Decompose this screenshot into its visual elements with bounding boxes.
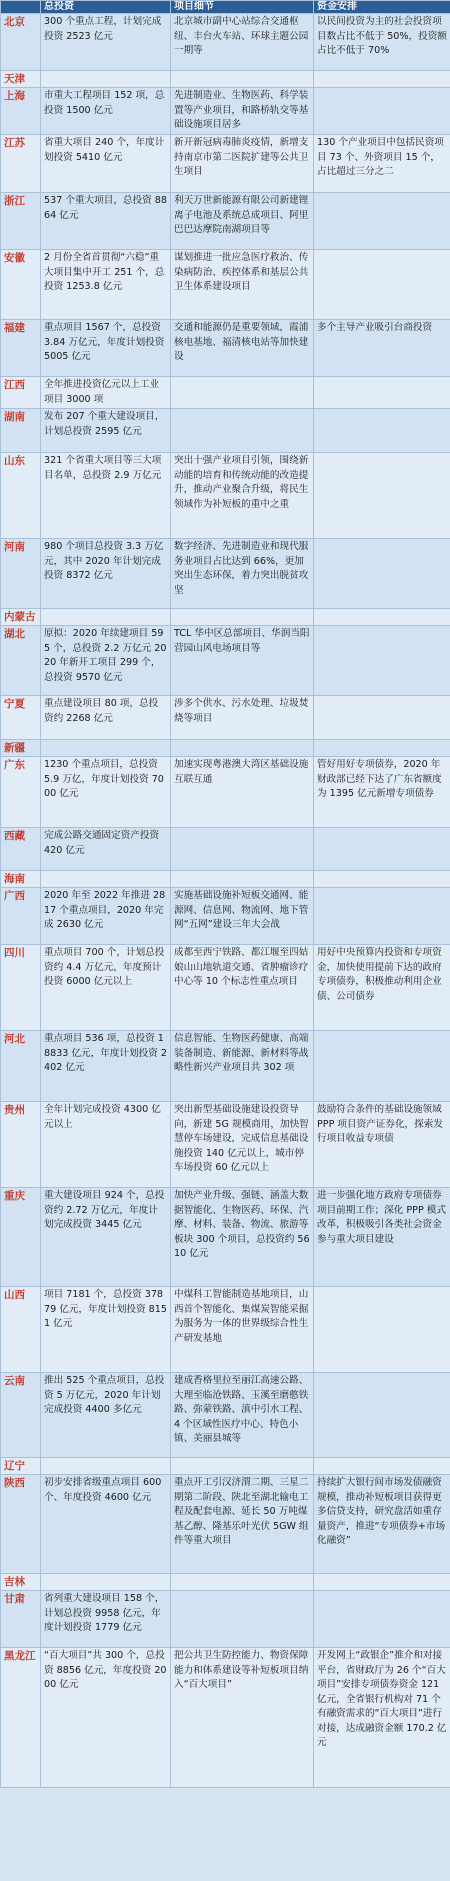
table-row — [1, 828, 450, 871]
table-row — [1, 1102, 450, 1188]
detail-cell: 先进制造业、生物医药、科学装置等产业项目，和路桥轨交等基础设施项目居多 — [171, 88, 314, 135]
province-cell: 北京 — [1, 14, 41, 71]
detail-cell: 加速实现粤港澳大湾区基础设施互联互通 — [171, 757, 314, 828]
funding-cell — [314, 250, 450, 320]
detail-cell — [171, 828, 314, 871]
detail-cell — [171, 71, 314, 88]
investment-cell: 300 个重点工程，计划完成投资 2523 亿元 — [41, 14, 171, 71]
table-row — [1, 696, 450, 740]
investment-cell — [41, 71, 171, 88]
detail-cell — [171, 740, 314, 757]
table-row — [1, 250, 450, 320]
detail-cell — [171, 377, 314, 409]
header-project-details: 项目细节 — [171, 1, 314, 14]
header-province — [1, 1, 41, 14]
detail-cell — [171, 409, 314, 453]
province-cell: 吉林 — [1, 1574, 41, 1591]
detail-cell: 成都至西宁铁路、都江堰至四姑娘山山地轨道交通、省肿瘤诊疗中心等 10 个标志性重点项目 — [171, 945, 314, 1031]
header-funding: 资金安排 — [314, 1, 450, 14]
table-row — [1, 71, 450, 88]
table-row — [1, 1031, 450, 1102]
investment-cell: 完成公路交通固定资产投资 420 亿元 — [41, 828, 171, 871]
table-row — [1, 377, 450, 409]
funding-cell — [314, 626, 450, 696]
investment-cell: 537 个重大项目，总投资 8864 亿元 — [41, 193, 171, 250]
funding-cell — [314, 88, 450, 135]
table-row — [1, 88, 450, 135]
detail-cell — [171, 871, 314, 888]
funding-cell — [314, 1458, 450, 1475]
table-row — [1, 626, 450, 696]
funding-cell — [314, 888, 450, 945]
investment-cell: 项目 7181 个，总投资 37879 亿元，年度计划投资 8151 亿元 — [41, 1287, 171, 1373]
investment-cell: 全年计划完成投资 4300 亿元以上 — [41, 1102, 171, 1188]
investment-cell: 重点建设项目 80 项，总投资约 2268 亿元 — [41, 696, 171, 740]
investment-cell — [41, 1458, 171, 1475]
province-cell: 辽宁 — [1, 1458, 41, 1475]
investment-cell: 推出 525 个重点项目，总投资 5 万亿元，2020 年计划完成投资 4400 多亿元 — [41, 1373, 171, 1458]
header-total-investment: 总投资 — [41, 1, 171, 14]
table-row — [1, 888, 450, 945]
funding-cell: 进一步强化地方政府专项债券项目前期工作；深化 PPP 模式改革，积极吸引各类社会资金参与重大项目建设 — [314, 1188, 450, 1287]
province-cell: 安徽 — [1, 250, 41, 320]
funding-cell — [314, 71, 450, 88]
table-row — [1, 193, 450, 250]
province-cell: 湖南 — [1, 409, 41, 453]
detail-cell — [171, 1458, 314, 1475]
investment-cell: 重点项目 1567 个，总投资 3.84 万亿元，年度计划投资 5005 亿元 — [41, 320, 171, 377]
investment-cell — [41, 871, 171, 888]
investment-cell: 321 个省重大项目等三大项目名单，总投资 2.9 万亿元 — [41, 453, 171, 539]
table-row — [1, 1475, 450, 1574]
table-row — [1, 757, 450, 828]
province-cell: 山西 — [1, 1287, 41, 1373]
table-row — [1, 539, 450, 609]
table-row — [1, 1373, 450, 1458]
investment-cell: 重点项目 700 个，计划总投资约 4.4 万亿元，年度预计投资 6000 亿元以上 — [41, 945, 171, 1031]
table-row — [1, 14, 450, 71]
header-row — [1, 1, 450, 14]
investment-cell: 原拟：2020 年续建项目 595 个，总投资 2.2 万亿元 2020 年新开工项目 299 个，总投资 9570 亿元 — [41, 626, 171, 696]
investment-cell: 初步安排省级重点项目 600 个、年度投资 4600 亿元 — [41, 1475, 171, 1574]
funding-cell: 多个主导产业吸引台商投资 — [314, 320, 450, 377]
detail-cell: 涉多个供水、污水处理、垃圾焚烧等项目 — [171, 696, 314, 740]
funding-cell — [314, 609, 450, 626]
detail-cell — [171, 609, 314, 626]
funding-cell: 鼓励符合条件的基础设施领域 PPP 项目资产证券化，探索发行项目收益专项债 — [314, 1102, 450, 1188]
funding-cell: 管好用好专项债券，2020 年财政部已经下达了广东省额度为 1395 亿元新增专项债券 — [314, 757, 450, 828]
table-row — [1, 871, 450, 888]
province-cell: 贵州 — [1, 1102, 41, 1188]
investment-cell: 市重大工程项目 152 项，总投资 1500 亿元 — [41, 88, 171, 135]
funding-cell: 以民间投资为主的社会投资项目数占比不低于 50%，投资额占比不低于 70% — [314, 14, 450, 71]
table-row — [1, 1591, 450, 1648]
table-row — [1, 1188, 450, 1287]
investment-cell: “百大项目”共 300 个，总投资 8856 亿元，年度投资 2000 亿元 — [41, 1648, 171, 1788]
investment-cell: 1230 个重点项目，总投资 5.9 万亿，年度计划投资 7000 亿元 — [41, 757, 171, 828]
province-cell: 湖北 — [1, 626, 41, 696]
funding-cell — [314, 1287, 450, 1373]
table-row — [1, 740, 450, 757]
investment-cell: 2 月份全省首贯彻“六稳”重大项目集中开工 251 个，总投资 1253.8 亿元 — [41, 250, 171, 320]
province-cell: 西藏 — [1, 828, 41, 871]
table-row — [1, 609, 450, 626]
province-cell: 江西 — [1, 377, 41, 409]
table-row — [1, 135, 450, 193]
province-cell: 福建 — [1, 320, 41, 377]
detail-cell: 加快产业升级、强链、涵盖大数据智能化、生物医药、环保、汽摩、材料、装备、物流、旅游等板块 300 个项目，总投资约 5610 亿元 — [171, 1188, 314, 1287]
province-cell: 山东 — [1, 453, 41, 539]
table-row — [1, 453, 450, 539]
detail-cell: 突出十强产业项目引领，围绕新动能的培育和传统动能的改造提升，推动产业聚合升级，将民生领域作为补短板的重中之重 — [171, 453, 314, 539]
funding-cell — [314, 828, 450, 871]
funding-cell — [314, 1031, 450, 1102]
detail-cell: 谋划推进一批应急医疗救治、传染病防治、疾控体系和基层公共卫生体系建设项目 — [171, 250, 314, 320]
table-row — [1, 1574, 450, 1591]
province-cell: 黑龙江 — [1, 1648, 41, 1788]
table-row — [1, 1287, 450, 1373]
table-row — [1, 1648, 450, 1788]
investment-cell: 省重大项目 240 个，年度计划投资 5410 亿元 — [41, 135, 171, 193]
investment-cell: 重大建设项目 924 个，总投资约 2.72 万亿元，年度计划完成投资 3445 亿元 — [41, 1188, 171, 1287]
detail-cell: TCL 华中区总部项目、华润当阳营园山风电场项目等 — [171, 626, 314, 696]
province-cell: 陕西 — [1, 1475, 41, 1574]
province-cell: 甘肃 — [1, 1591, 41, 1648]
funding-cell — [314, 409, 450, 453]
detail-cell: 重点开工引汉济渭二期、三星二期第二阶段、陕北至湖北输电工程及配套电源、延长 50 万吨煤基乙醇、隆基乐叶光伏 5GW 组件等重大项目 — [171, 1475, 314, 1574]
province-cell: 内蒙古 — [1, 609, 41, 626]
investment-cell — [41, 609, 171, 626]
detail-cell: 实施基础设施补短板交通网、能源网、信息网、物流网、地下管网“五网”建设三年大会战 — [171, 888, 314, 945]
province-cell: 河南 — [1, 539, 41, 609]
detail-cell: 利天万世新能源有限公司新建锂离子电池及系统总成项目、阿里巴巴达摩院南湖项目等 — [171, 193, 314, 250]
funding-cell — [314, 377, 450, 409]
province-cell: 广东 — [1, 757, 41, 828]
detail-cell — [171, 1574, 314, 1591]
investment-cell: 省列重大建设项目 158 个，计划总投资 9958 亿元，年度计划投资 1779 亿元 — [41, 1591, 171, 1648]
detail-cell: 数字经济、先进制造业和现代服务业项目占比达到 66%，更加突出生态环保，着力突出脱贫攻坚 — [171, 539, 314, 609]
province-cell: 天津 — [1, 71, 41, 88]
funding-cell — [314, 871, 450, 888]
funding-cell — [314, 1574, 450, 1591]
funding-cell — [314, 193, 450, 250]
funding-cell — [314, 1591, 450, 1648]
table-row — [1, 945, 450, 1031]
investment-cell: 发布 207 个重大建设项目，计划总投资 2595 亿元 — [41, 409, 171, 453]
province-cell: 广西 — [1, 888, 41, 945]
detail-cell: 北京城市副中心站综合交通枢纽、丰台火车站、环球主题公园一期等 — [171, 14, 314, 71]
province-cell: 宁夏 — [1, 696, 41, 740]
province-cell: 云南 — [1, 1373, 41, 1458]
province-cell: 重庆 — [1, 1188, 41, 1287]
detail-cell: 中煤科工智能制造基地项目，山西首个智能化、集煤炭智能采掘为服务为一体的世界级综合性生产研发基地 — [171, 1287, 314, 1373]
detail-cell: 突出新型基础设施建设投资导向，新建 5G 规模商用，加快智慧停车场建设，完成信息基础设施投资 140 亿元以上，城市停车场投资 60 亿元以上 — [171, 1102, 314, 1188]
investment-cell: 980 个项目总投资 3.3 万亿元，其中 2020 年计划完成投资 8372 亿元 — [41, 539, 171, 609]
detail-cell: 信息智能、生物医药健康、高端装备制造、新能源、新材料等战略性新兴产业项目共 302 项 — [171, 1031, 314, 1102]
funding-cell: 用好中央预算内投资和专项资金，加快使用提前下达的政府专项债券，积极推动利用企业债、公司债券 — [314, 945, 450, 1031]
investment-cell — [41, 1574, 171, 1591]
funding-cell — [314, 740, 450, 757]
funding-cell — [314, 539, 450, 609]
province-cell: 四川 — [1, 945, 41, 1031]
funding-cell: 开发网上“政银企”推介和对接平台，省财政厅为 26 个“百大项目”安排专项债券资金 121 亿元，全省银行机构对 71 个有融资需求的“百大项目”进行对接，达成融资金额 170.2 亿元 — [314, 1648, 450, 1788]
funding-cell — [314, 696, 450, 740]
investment-cell: 重点项目 536 项，总投资 18833 亿元，年度计划投资 2402 亿元 — [41, 1031, 171, 1102]
detail-cell — [171, 1591, 314, 1648]
province-cell: 新疆 — [1, 740, 41, 757]
funding-cell: 持续扩大银行间市场发债融资规模，推动补短板项目获得更多信贷支持，研究盘活如重存量资产，推进“专项债券+市场化融资” — [314, 1475, 450, 1574]
investment-cell — [41, 740, 171, 757]
investment-cell: 全年推进投资亿元以上工业项目 3000 项 — [41, 377, 171, 409]
detail-cell: 交通和能源仍是重要领域，霞浦核电基地、福清核电站等加快建设 — [171, 320, 314, 377]
detail-cell: 建成香格里拉至丽江高速公路、大理至临沧铁路、玉溪至磨憨铁路、弥蒙铁路、滇中引水工程、4 个区域性医疗中心、特色小镇、美丽县城等 — [171, 1373, 314, 1458]
funding-cell — [314, 1373, 450, 1458]
province-cell: 海南 — [1, 871, 41, 888]
funding-cell — [314, 453, 450, 539]
province-cell: 河北 — [1, 1031, 41, 1102]
investment-cell: 2020 年至 2022 年推进 2817 个重点项目，2020 年完成 2630 亿元 — [41, 888, 171, 945]
detail-cell: 新开新冠病毒肺炎疫情，新增支持南京市第二医院扩建等公共卫生项目 — [171, 135, 314, 193]
detail-cell: 把公共卫生防控能力、物资保障能力和体系建设等补短板项目纳入“百大项目” — [171, 1648, 314, 1788]
table-row — [1, 409, 450, 453]
province-cell: 浙江 — [1, 193, 41, 250]
table-row — [1, 320, 450, 377]
table-row — [1, 1458, 450, 1475]
province-cell: 上海 — [1, 88, 41, 135]
funding-cell: 130 个产业项目中包括民资项目 73 个、外资项目 15 个，占比超过三分之二 — [314, 135, 450, 193]
province-cell: 江苏 — [1, 135, 41, 193]
